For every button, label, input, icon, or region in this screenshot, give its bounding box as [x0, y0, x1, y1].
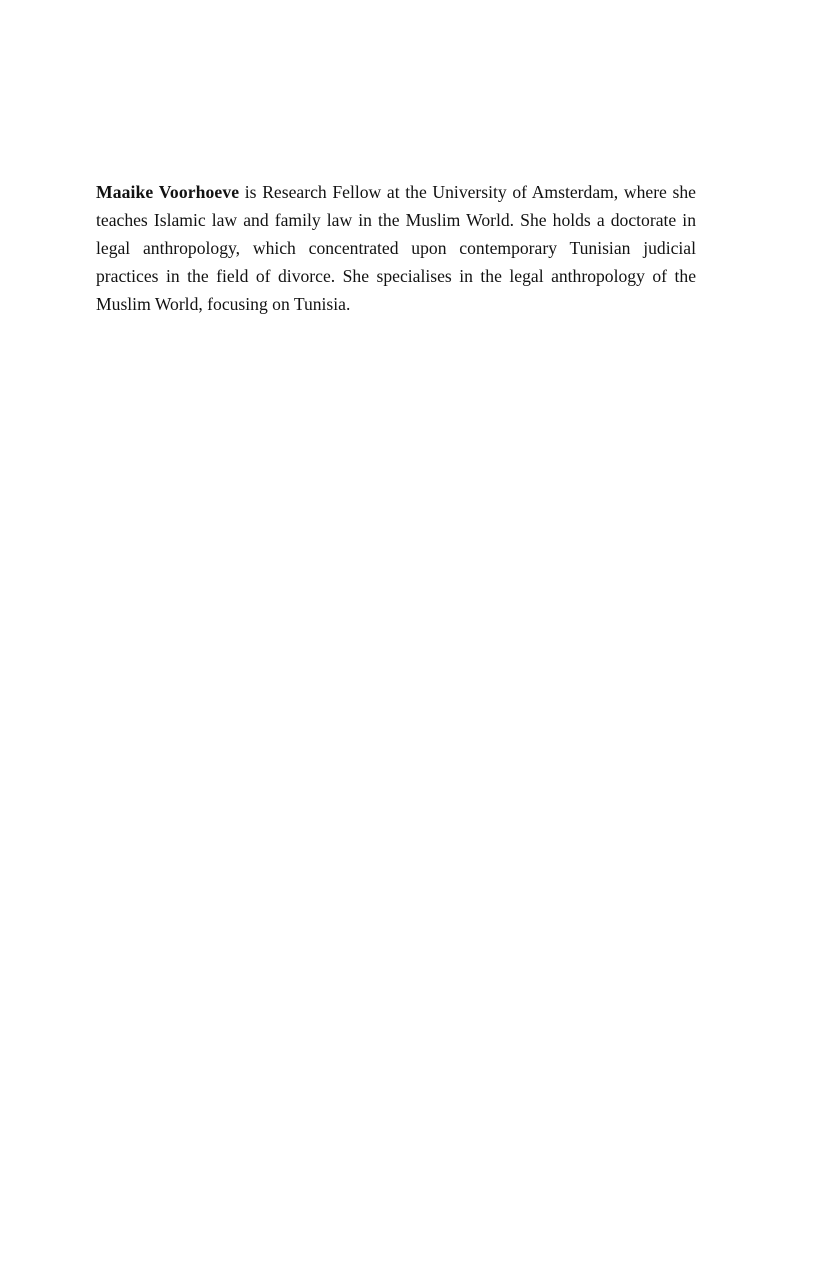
author-bio-text: is Research Fellow at the University of Amsterdam, where she teaches Islamic law and family law in the Muslim World. She holds a doctorate in legal anthropology, which concentrated upon contemporary Tunisian judicial practices in the field of divorce. She specialises in the legal anthropology of the Muslim World, focusing on Tunisia.: [96, 182, 696, 314]
author-name: Maaike Voorhoeve: [96, 182, 240, 202]
author-bio-paragraph: [96, 178, 696, 318]
author-bio-block: [96, 178, 696, 318]
